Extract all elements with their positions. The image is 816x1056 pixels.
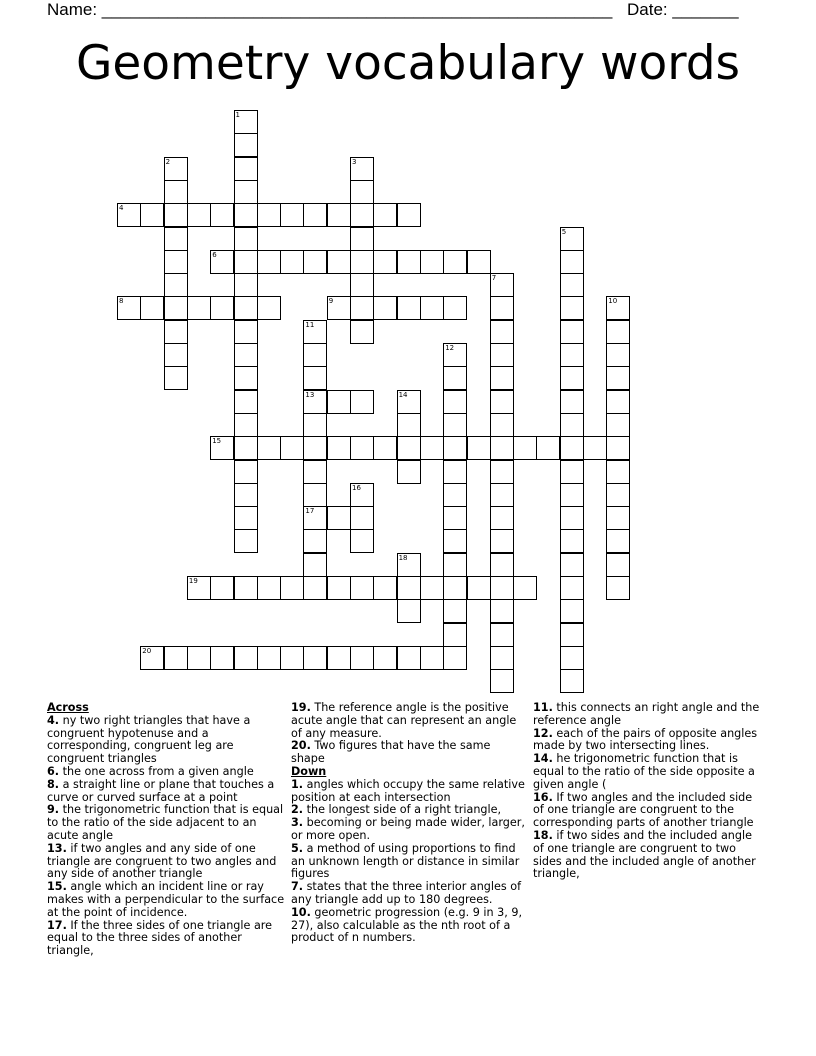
crossword-cell[interactable] [164,343,188,367]
crossword-cell[interactable] [606,366,630,390]
clue-item [291,843,525,881]
crossword-cell[interactable] [560,599,584,623]
crossword-cell[interactable] [280,203,304,227]
crossword-cell[interactable] [327,250,351,274]
crossword-cell[interactable] [164,250,188,274]
crossword-cell[interactable] [606,576,630,600]
crossword-cell[interactable] [350,320,374,344]
crossword-cell[interactable] [560,413,584,437]
crossword-cell[interactable] [490,506,514,530]
crossword-cell[interactable] [560,296,584,320]
crossword-cell[interactable] [420,436,444,460]
clue-number: 8. [47,777,60,791]
crossword-cell[interactable] [513,436,537,460]
clue-text: angle which an incident line or ray makes with a perpendicular to the surface at the point of incidence. [47,880,285,919]
crossword-cell[interactable] [234,366,258,390]
clue-number: 5. [291,841,304,855]
crossword-cell[interactable] [234,157,258,181]
crossword-cell[interactable] [397,390,421,414]
clue-number-label: 7 [491,274,497,283]
crossword-cell[interactable] [164,273,188,297]
crossword-cell[interactable] [606,436,630,460]
crossword-cell[interactable] [234,203,258,227]
crossword-cell[interactable] [303,460,327,484]
clue-item [47,804,285,842]
crossword-cell[interactable] [490,436,514,460]
crossword-cell[interactable] [490,343,514,367]
crossword-cell[interactable] [420,250,444,274]
crossword-cell[interactable] [210,296,234,320]
crossword-cell[interactable] [234,506,258,530]
crossword-cell[interactable] [327,576,351,600]
crossword-cell[interactable] [234,273,258,297]
crossword-cell[interactable] [234,436,258,460]
crossword-cell[interactable] [373,250,397,274]
crossword-cell[interactable] [234,250,258,274]
clue-number-label: 6 [212,250,217,259]
clue-text: a method of using proportions to find an unknown length or distance in similar figures [291,841,520,881]
crossword-cell[interactable] [257,436,281,460]
crossword-cell[interactable] [187,576,211,600]
crossword-cell[interactable] [606,390,630,414]
crossword-cell[interactable] [164,296,188,320]
crossword-cell[interactable] [490,599,514,623]
clue-number-label: 4 [119,204,124,213]
crossword-cell[interactable] [350,180,374,204]
crossword-cell[interactable] [350,576,374,600]
clue-text: states that the three interior angles of any triangle add up to 180 degrees. [291,880,522,906]
crossword-cell[interactable] [560,273,584,297]
clue-number-label: 13 [305,390,315,399]
crossword-cell[interactable] [490,529,514,553]
crossword-cell[interactable] [373,436,397,460]
crossword-cell[interactable] [373,646,397,670]
crossword-cell[interactable] [606,529,630,553]
crossword-cell[interactable] [490,366,514,390]
crossword-cell[interactable] [443,413,467,437]
clue-text: the trigonometric function that is equal to the ratio of the side adjacent to an acute angle [47,803,284,842]
clues-column-1 [47,702,285,958]
crossword-cell[interactable] [234,576,258,600]
crossword-cell[interactable] [397,553,421,577]
crossword-cell[interactable] [560,576,584,600]
crossword-cell[interactable] [303,506,327,530]
crossword-cell[interactable] [303,529,327,553]
clue-text: this connects an right angle and the reference angle [533,701,760,727]
clue-number-label: 15 [212,437,222,446]
clue-item [291,702,525,740]
clue-number-label: 11 [305,320,315,329]
clue-number-label: 9 [328,297,334,306]
clue-item [291,740,525,766]
clue-number-label: 3 [352,157,357,166]
crossword-cell[interactable] [210,576,234,600]
crossword-cell[interactable] [303,646,327,670]
crossword-cell[interactable] [490,390,514,414]
clues-column-3 [533,702,765,881]
crossword-cell[interactable] [187,296,211,320]
crossword-cell[interactable] [560,646,584,670]
clue-item [533,753,765,791]
clue-item [291,817,525,843]
crossword-cell[interactable] [513,576,537,600]
crossword-cell[interactable] [327,436,351,460]
clue-number-label: 20 [142,646,152,655]
clue-number: 19. [291,701,311,714]
crossword-cell[interactable] [490,623,514,647]
crossword-cell[interactable] [350,157,374,181]
clue-text: Two figures that have the same shape [291,739,491,766]
clue-number: 18. [533,828,553,842]
down-heading: Down [291,764,327,778]
crossword-cell[interactable] [303,366,327,390]
crossword-cell[interactable] [490,576,514,600]
crossword-cell[interactable] [560,483,584,507]
clue-number-label: 12 [445,344,455,352]
crossword-cell[interactable] [560,623,584,647]
crossword-cell[interactable] [560,227,584,251]
across-clue-list-continued [291,702,525,766]
clue-item [47,843,285,881]
crossword-cell[interactable] [490,413,514,437]
clue-text: a straight line or plane that touches a curve or curved surface at a point [47,777,275,804]
crossword-cell[interactable] [303,553,327,577]
crossword-cell[interactable] [350,227,374,251]
clue-item [533,702,765,728]
crossword-cell[interactable] [303,483,327,507]
crossword-cell[interactable] [490,669,514,693]
crossword-cell[interactable] [443,250,467,274]
crossword-cell[interactable] [234,413,258,437]
crossword-cell[interactable] [606,296,630,320]
clue-text: each of the pairs of opposite angles made by two intersecting lines. [533,726,758,753]
crossword-cell[interactable] [164,366,188,390]
clue-text: if two sides and the included angle of one triangle are congruent to two sides and the included angle of another triangle, [533,828,756,881]
crossword-cell[interactable] [210,203,234,227]
crossword-cell[interactable] [234,529,258,553]
clue-number-label: 16 [352,483,361,492]
clue-number: 3. [291,816,304,830]
clue-number-label: 8 [119,297,124,306]
crossword-cell[interactable] [606,460,630,484]
crossword-cell[interactable] [443,506,467,530]
crossword-cell[interactable] [350,529,374,553]
name-field-label[interactable]: Name: ______________________________________________________ [47,0,613,19]
crossword-cell[interactable] [606,320,630,344]
crossword-cell[interactable] [606,506,630,530]
crossword-cell[interactable] [234,133,258,157]
clue-number-label: 10 [608,297,618,306]
crossword-cell[interactable] [443,436,467,460]
clue-number: 17. [47,918,67,932]
clue-item [533,792,765,830]
crossword-cell[interactable] [327,203,351,227]
crossword-cell[interactable] [443,296,467,320]
crossword-cell[interactable] [397,460,421,484]
crossword-cell[interactable] [560,343,584,367]
crossword-cell[interactable] [303,436,327,460]
crossword-cell[interactable] [257,250,281,274]
crossword-cell[interactable] [397,646,421,670]
clue-item [533,728,765,754]
crossword-cell[interactable] [140,203,164,227]
clue-number: 14. [533,752,553,766]
crossword-cell[interactable] [164,180,188,204]
crossword-cell[interactable] [583,436,607,460]
clue-number: 9. [47,803,60,817]
crossword-cell[interactable] [397,436,421,460]
crossword-cell[interactable] [303,413,327,437]
crossword-cell[interactable] [164,157,188,181]
clue-item [533,830,765,881]
crossword-cell[interactable] [327,646,351,670]
page-title: Geometry vocabulary words [75,36,741,91]
clue-number-label: 1 [235,111,240,119]
crossword-cell[interactable] [327,296,351,320]
crossword-cell[interactable] [490,273,514,297]
crossword-cell[interactable] [350,646,374,670]
crossword-cell[interactable] [560,553,584,577]
crossword-cell[interactable] [443,553,467,577]
crossword-cell[interactable] [420,576,444,600]
clue-number-label: 17 [305,507,315,516]
crossword-cell[interactable] [560,320,584,344]
crossword-cell[interactable] [560,390,584,414]
crossword-cell[interactable] [350,390,374,414]
crossword-cell[interactable] [234,296,258,320]
crossword-cell[interactable] [420,646,444,670]
crossword-cell[interactable] [164,227,188,251]
crossword-cell[interactable] [467,436,491,460]
crossword-cell[interactable] [467,576,491,600]
crossword-cell[interactable] [490,553,514,577]
clue-number-label: 14 [398,390,408,399]
clue-number-label: 5 [561,227,567,236]
clues-column-2 [291,702,525,945]
crossword-cell[interactable] [350,296,374,320]
crossword-cell[interactable] [606,483,630,507]
crossword-cell[interactable] [117,203,141,227]
crossword-cell[interactable] [303,250,327,274]
clue-number: 4. [47,713,60,727]
crossword-cell[interactable] [350,250,374,274]
clue-text: if two angles and any side of one triangle are congruent to two angles and any side of another triangle [47,841,277,881]
clue-number-label: 18 [398,553,408,562]
crossword-cell[interactable] [560,436,584,460]
clue-item [47,715,285,766]
crossword-cell[interactable] [536,436,560,460]
crossword-cell[interactable] [234,227,258,251]
crossword-cell[interactable] [257,203,281,227]
crossword-cell[interactable] [303,576,327,600]
clue-number: 6. [47,764,60,778]
crossword-cell[interactable] [327,506,351,530]
crossword-cell[interactable] [280,646,304,670]
crossword-cell[interactable] [397,576,421,600]
crossword-cell[interactable] [164,320,188,344]
crossword-cell[interactable] [234,390,258,414]
crossword-cell[interactable] [280,576,304,600]
clue-item [291,881,525,907]
crossword-cell[interactable] [467,250,491,274]
crossword-cell[interactable] [350,436,374,460]
crossword-cell[interactable] [234,460,258,484]
crossword-cell[interactable] [210,646,234,670]
crossword-cell[interactable] [606,413,630,437]
crossword-cell[interactable] [443,483,467,507]
crossword-cell[interactable] [560,669,584,693]
crossword-cell[interactable] [397,296,421,320]
clue-text: The reference angle is the positive acute angle that can represent an angle of any measure. [291,701,517,740]
crossword-cell[interactable] [397,413,421,437]
crossword-cell[interactable] [350,483,374,507]
down-clue-list [291,779,525,945]
across-heading: Across [47,701,89,714]
crossword-cell[interactable] [234,483,258,507]
crossword-cell[interactable] [443,623,467,647]
down-clue-list-continued [533,702,765,881]
clue-text: If two angles and the included side of one triangle are congruent to the corresponding parts of another triangle [533,790,754,830]
clue-item [47,920,285,958]
clue-text: ny two right triangles that have a congruent hypotenuse and a corresponding, congruent leg are congruent triangles [47,713,251,766]
crossword-cell[interactable] [234,646,258,670]
crossword-cell[interactable] [443,390,467,414]
crossword-cell[interactable] [443,343,467,367]
crossword-cell[interactable] [303,320,327,344]
crossword-cell[interactable] [443,460,467,484]
clue-number: 1. [291,777,304,791]
clue-number: 15. [47,880,67,894]
crossword-cell[interactable] [140,296,164,320]
crossword-cell[interactable] [303,390,327,414]
clue-number: 7. [291,880,304,894]
crossword-cell[interactable] [397,250,421,274]
crossword-cell[interactable] [234,343,258,367]
clue-number-label: 2 [165,157,171,166]
crossword-cell[interactable] [234,110,258,134]
clue-text: If the three sides of one triangle are equal to the three sides of another triangle, [47,918,273,958]
crossword-cell[interactable] [443,646,467,670]
crossword-cell[interactable] [210,436,234,460]
crossword-cell[interactable] [140,646,164,670]
clue-number: 10. [291,905,311,919]
crossword-cell[interactable] [164,203,188,227]
crossword-cell[interactable] [257,646,281,670]
clue-item [47,779,285,805]
crossword-cell[interactable] [420,296,444,320]
clue-text: angles which occupy the same relative position at each intersection [291,777,525,804]
crossword-cell[interactable] [234,320,258,344]
clue-item [291,907,525,945]
crossword-cell[interactable] [606,343,630,367]
crossword-cell[interactable] [350,203,374,227]
crossword-cell[interactable] [257,576,281,600]
crossword-cell[interactable] [303,343,327,367]
crossword-cell[interactable] [327,390,351,414]
clue-text: he trigonometric function that is equal to the ratio of the side opposite a given angle ( [533,752,755,791]
crossword-cell[interactable] [350,273,374,297]
crossword-cell[interactable] [373,296,397,320]
crossword-cell[interactable] [397,203,421,227]
clue-item [47,881,285,919]
clue-number: 2. [291,803,304,817]
crossword-cell[interactable] [280,250,304,274]
crossword-cell[interactable] [397,599,421,623]
clue-item [291,779,525,805]
crossword-cell[interactable] [490,646,514,670]
clue-text: the longest side of a right triangle, [303,803,502,817]
crossword-cell[interactable] [490,483,514,507]
crossword-cell[interactable] [234,180,258,204]
crossword-cell[interactable] [187,203,211,227]
crossword-cell[interactable] [280,436,304,460]
clue-number: 20. [291,739,311,753]
crossword-cell[interactable] [210,250,234,274]
crossword-cell[interactable] [560,529,584,553]
crossword-cell[interactable] [303,203,327,227]
crossword-cell[interactable] [443,576,467,600]
clue-number-label: 19 [188,577,198,585]
crossword-cell[interactable] [373,576,397,600]
clue-number: 13. [47,841,67,855]
clue-text: the one across from a given angle [59,764,254,778]
clue-text: becoming or being made wider, larger, or more open. [291,816,525,842]
crossword-cell[interactable] [560,250,584,274]
crossword-cell[interactable] [164,646,188,670]
crossword-cell[interactable] [560,460,584,484]
crossword-cell[interactable] [560,506,584,530]
clue-number: 11. [533,701,553,714]
crossword-cell[interactable] [443,366,467,390]
crossword-cell[interactable] [606,553,630,577]
crossword-cell[interactable] [560,366,584,390]
clue-text: geometric progression (e.g. 9 in 3, 9, 27), also calculable as the nth root of a product of n numbers. [291,905,523,945]
clue-number: 12. [533,726,553,740]
crossword-cell[interactable] [117,296,141,320]
across-clue-list [47,715,285,958]
clue-number: 16. [533,790,553,804]
crossword-cell[interactable] [490,460,514,484]
crossword-cell[interactable] [443,529,467,553]
crossword-cell[interactable] [490,320,514,344]
crossword-cell[interactable] [187,646,211,670]
crossword-cell[interactable] [373,203,397,227]
crossword-cell[interactable] [350,506,374,530]
crossword-cell[interactable] [490,296,514,320]
crossword-cell[interactable] [257,296,281,320]
date-field-label[interactable]: Date: _______ [627,0,739,19]
crossword-cell[interactable] [443,599,467,623]
